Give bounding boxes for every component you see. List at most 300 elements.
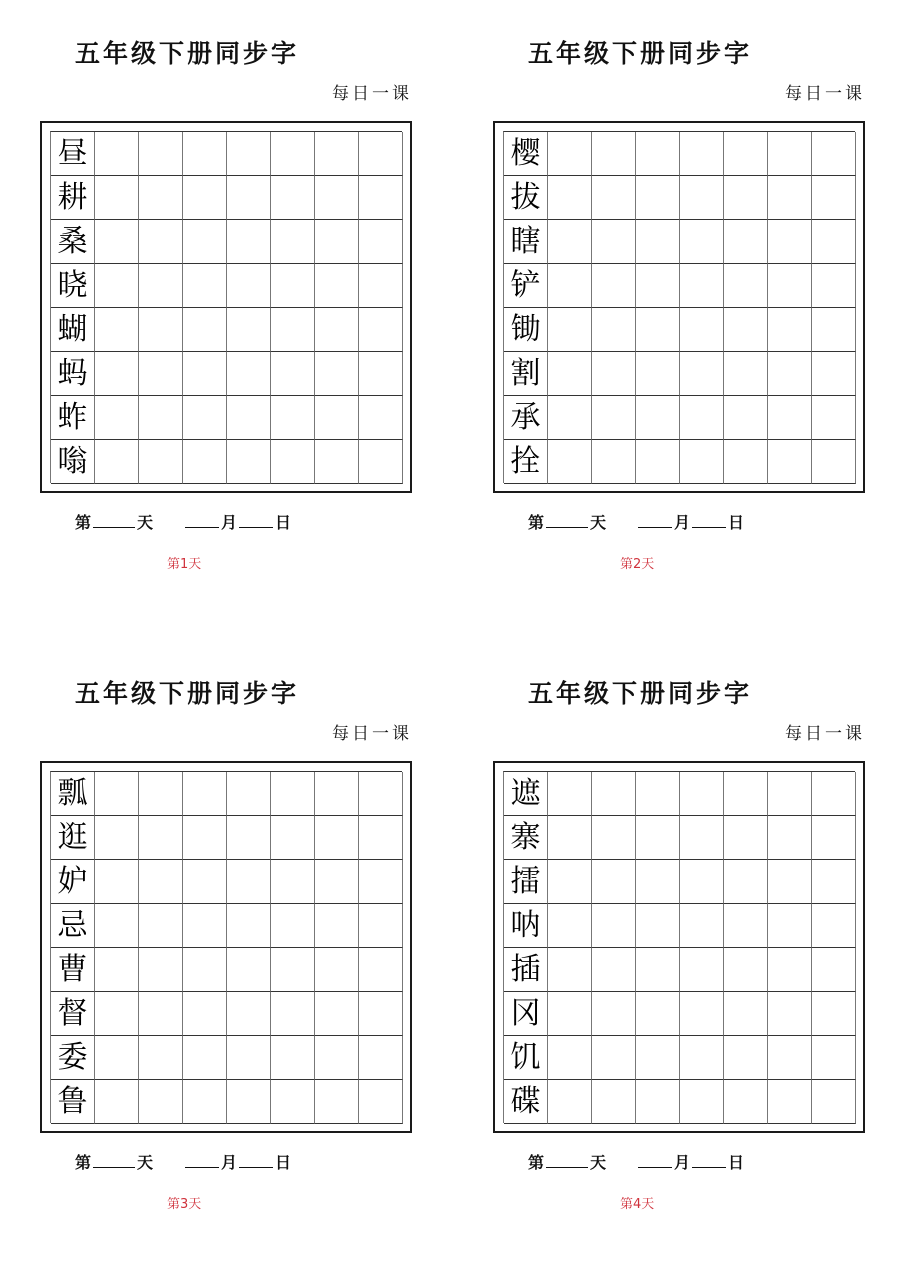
date-blank[interactable]	[692, 511, 726, 528]
practice-cell[interactable]	[548, 1080, 592, 1124]
writing-grid-frame	[40, 761, 412, 1133]
practice-cell[interactable]	[636, 1036, 680, 1080]
practice-cell[interactable]	[271, 264, 315, 308]
practice-cell[interactable]	[592, 220, 636, 264]
practice-cell[interactable]	[227, 220, 271, 264]
practice-cell[interactable]	[271, 220, 315, 264]
practice-cell[interactable]	[139, 772, 183, 816]
practice-cell[interactable]	[95, 132, 139, 176]
practice-cell[interactable]	[768, 772, 812, 816]
practice-cell[interactable]	[359, 904, 403, 948]
practice-cell[interactable]	[636, 1080, 680, 1124]
practice-cell[interactable]	[315, 948, 359, 992]
model-character: 锄	[504, 308, 548, 352]
practice-cell[interactable]	[183, 948, 227, 992]
practice-cell[interactable]	[183, 860, 227, 904]
model-character: 昼	[51, 132, 95, 176]
practice-cell[interactable]	[812, 1036, 856, 1080]
practice-cell[interactable]	[183, 308, 227, 352]
practice-cell[interactable]	[548, 176, 592, 220]
practice-cell[interactable]	[768, 1080, 812, 1124]
practice-cell[interactable]	[139, 176, 183, 220]
practice-cell[interactable]	[271, 992, 315, 1036]
practice-cell[interactable]	[548, 396, 592, 440]
practice-cell[interactable]	[95, 308, 139, 352]
practice-cell[interactable]	[359, 816, 403, 860]
practice-cell[interactable]	[359, 440, 403, 484]
practice-cell[interactable]	[183, 816, 227, 860]
day-label: 第3天	[167, 1197, 202, 1212]
model-character: 饥	[504, 1036, 548, 1080]
practice-cell[interactable]	[768, 132, 812, 176]
month-blank[interactable]	[638, 1151, 672, 1168]
practice-cell[interactable]	[812, 1080, 856, 1124]
practice-cell[interactable]	[95, 440, 139, 484]
practice-cell[interactable]	[768, 860, 812, 904]
practice-cell[interactable]	[95, 860, 139, 904]
practice-cell[interactable]	[95, 264, 139, 308]
practice-cell[interactable]	[680, 992, 724, 1036]
practice-cell[interactable]	[636, 948, 680, 992]
practice-cell[interactable]	[183, 176, 227, 220]
model-character: 遮	[504, 772, 548, 816]
practice-cell[interactable]	[548, 308, 592, 352]
day-label: 第1天	[167, 557, 202, 572]
practice-cell[interactable]	[592, 396, 636, 440]
practice-cell[interactable]	[359, 1036, 403, 1080]
practice-cell[interactable]	[359, 948, 403, 992]
practice-cell[interactable]	[680, 264, 724, 308]
practice-cell[interactable]	[548, 992, 592, 1036]
day-suffix: 天	[590, 513, 607, 532]
practice-cell[interactable]	[315, 860, 359, 904]
practice-cell[interactable]	[315, 992, 359, 1036]
practice-cell[interactable]	[183, 220, 227, 264]
model-character: 督	[51, 992, 95, 1036]
practice-cell[interactable]	[359, 860, 403, 904]
practice-cell[interactable]	[315, 816, 359, 860]
model-character: 逛	[51, 816, 95, 860]
practice-cell[interactable]	[315, 264, 359, 308]
practice-cell[interactable]	[724, 772, 768, 816]
practice-cell[interactable]	[95, 1036, 139, 1080]
practice-cell[interactable]	[724, 1080, 768, 1124]
practice-cell[interactable]	[227, 816, 271, 860]
practice-cell[interactable]	[812, 860, 856, 904]
model-character: 插	[504, 948, 548, 992]
model-character: 寨	[504, 816, 548, 860]
writing-grid-frame	[40, 121, 412, 493]
practice-cell[interactable]	[636, 904, 680, 948]
model-character: 割	[504, 352, 548, 396]
practice-cell[interactable]	[139, 440, 183, 484]
practice-cell[interactable]	[680, 904, 724, 948]
practice-cell[interactable]	[139, 1080, 183, 1124]
practice-cell[interactable]	[548, 220, 592, 264]
practice-cell[interactable]	[139, 308, 183, 352]
practice-cell[interactable]	[768, 440, 812, 484]
model-character: 忌	[51, 904, 95, 948]
practice-cell[interactable]	[592, 992, 636, 1036]
practice-cell[interactable]	[139, 264, 183, 308]
practice-cell[interactable]	[95, 352, 139, 396]
practice-cell[interactable]	[724, 264, 768, 308]
practice-cell[interactable]	[359, 352, 403, 396]
practice-cell[interactable]	[359, 308, 403, 352]
practice-cell[interactable]	[227, 904, 271, 948]
practice-cell[interactable]	[636, 772, 680, 816]
practice-cell[interactable]	[183, 440, 227, 484]
practice-cell[interactable]	[768, 352, 812, 396]
practice-cell[interactable]	[183, 904, 227, 948]
practice-cell[interactable]	[139, 860, 183, 904]
practice-cell[interactable]	[271, 1036, 315, 1080]
practice-cell[interactable]	[636, 220, 680, 264]
practice-cell[interactable]	[680, 772, 724, 816]
practice-cell[interactable]	[768, 396, 812, 440]
date-line	[528, 511, 744, 534]
practice-cell[interactable]	[271, 948, 315, 992]
practice-cell[interactable]	[768, 308, 812, 352]
practice-cell[interactable]	[768, 816, 812, 860]
practice-cell[interactable]	[139, 352, 183, 396]
practice-cell[interactable]	[636, 352, 680, 396]
practice-cell[interactable]	[724, 948, 768, 992]
practice-cell[interactable]	[724, 440, 768, 484]
month-label: 月	[221, 1153, 238, 1172]
practice-cell[interactable]	[680, 396, 724, 440]
day-suffix: 天	[590, 1153, 607, 1172]
practice-cell[interactable]	[227, 352, 271, 396]
practice-cell[interactable]	[227, 948, 271, 992]
practice-cell[interactable]	[315, 132, 359, 176]
practice-cell[interactable]	[95, 816, 139, 860]
practice-cell[interactable]	[636, 992, 680, 1036]
practice-cell[interactable]	[812, 220, 856, 264]
practice-cell[interactable]	[812, 992, 856, 1036]
practice-cell[interactable]	[271, 352, 315, 396]
practice-cell[interactable]	[227, 396, 271, 440]
practice-cell[interactable]	[548, 440, 592, 484]
date-label: 日	[728, 1153, 745, 1172]
practice-cell[interactable]	[724, 220, 768, 264]
writing-grid	[50, 771, 402, 1123]
practice-cell[interactable]	[95, 772, 139, 816]
practice-cell[interactable]	[271, 132, 315, 176]
practice-cell[interactable]	[592, 904, 636, 948]
practice-cell[interactable]	[592, 1080, 636, 1124]
practice-cell[interactable]	[227, 176, 271, 220]
practice-cell[interactable]	[636, 440, 680, 484]
model-character: 拔	[504, 176, 548, 220]
practice-cell[interactable]	[680, 308, 724, 352]
month-blank[interactable]	[638, 511, 672, 528]
practice-cell[interactable]	[95, 176, 139, 220]
practice-cell[interactable]	[183, 992, 227, 1036]
date-blank[interactable]	[239, 511, 273, 528]
day-number-blank[interactable]	[93, 511, 135, 528]
model-character: 呐	[504, 904, 548, 948]
practice-cell[interactable]	[315, 308, 359, 352]
date-blank[interactable]	[692, 1151, 726, 1168]
practice-cell[interactable]	[812, 352, 856, 396]
practice-cell[interactable]	[315, 904, 359, 948]
practice-cell[interactable]	[768, 176, 812, 220]
practice-cell[interactable]	[359, 132, 403, 176]
practice-cell[interactable]	[227, 1036, 271, 1080]
model-character: 耕	[51, 176, 95, 220]
practice-cell[interactable]	[680, 1080, 724, 1124]
practice-cell[interactable]	[359, 992, 403, 1036]
practice-cell[interactable]	[724, 992, 768, 1036]
practice-cell[interactable]	[548, 132, 592, 176]
practice-cell[interactable]	[592, 772, 636, 816]
practice-cell[interactable]	[183, 264, 227, 308]
practice-cell[interactable]	[724, 860, 768, 904]
date-line	[75, 1151, 291, 1174]
practice-cell[interactable]	[680, 816, 724, 860]
practice-cell[interactable]	[548, 948, 592, 992]
practice-cell[interactable]	[183, 132, 227, 176]
practice-cell[interactable]	[227, 1080, 271, 1124]
practice-cell[interactable]	[271, 1080, 315, 1124]
practice-cell[interactable]	[95, 1080, 139, 1124]
practice-cell[interactable]	[812, 308, 856, 352]
practice-sheet-4	[453, 640, 865, 1220]
practice-cell[interactable]	[812, 904, 856, 948]
practice-cell[interactable]	[592, 860, 636, 904]
practice-cell[interactable]	[768, 992, 812, 1036]
practice-cell[interactable]	[768, 948, 812, 992]
sheet-subtitle: 每日一课	[332, 84, 412, 104]
practice-cell[interactable]	[680, 352, 724, 396]
practice-cell[interactable]	[768, 1036, 812, 1080]
practice-cell[interactable]	[636, 396, 680, 440]
writing-grid	[503, 771, 855, 1123]
practice-cell[interactable]	[680, 132, 724, 176]
practice-cell[interactable]	[315, 176, 359, 220]
practice-cell[interactable]	[315, 772, 359, 816]
practice-cell[interactable]	[271, 772, 315, 816]
practice-cell[interactable]	[592, 308, 636, 352]
practice-cell[interactable]	[271, 904, 315, 948]
practice-cell[interactable]	[139, 396, 183, 440]
practice-cell[interactable]	[812, 396, 856, 440]
practice-cell[interactable]	[227, 860, 271, 904]
practice-cell[interactable]	[592, 176, 636, 220]
month-blank[interactable]	[185, 1151, 219, 1168]
practice-cell[interactable]	[768, 220, 812, 264]
practice-cell[interactable]	[636, 264, 680, 308]
practice-cell[interactable]	[271, 176, 315, 220]
practice-cell[interactable]	[548, 352, 592, 396]
practice-cell[interactable]	[548, 904, 592, 948]
practice-cell[interactable]	[636, 860, 680, 904]
practice-cell[interactable]	[548, 816, 592, 860]
practice-cell[interactable]	[139, 904, 183, 948]
practice-cell[interactable]	[271, 440, 315, 484]
practice-cell[interactable]	[183, 1080, 227, 1124]
date-line	[528, 1151, 744, 1174]
practice-cell[interactable]	[139, 220, 183, 264]
practice-cell[interactable]	[315, 220, 359, 264]
day-suffix: 天	[137, 513, 154, 532]
practice-cell[interactable]	[812, 264, 856, 308]
practice-cell[interactable]	[680, 440, 724, 484]
practice-cell[interactable]	[227, 308, 271, 352]
model-character: 委	[51, 1036, 95, 1080]
practice-cell[interactable]	[680, 948, 724, 992]
model-character: 铲	[504, 264, 548, 308]
date-blank[interactable]	[239, 1151, 273, 1168]
day-label: 第4天	[620, 1197, 655, 1212]
practice-cell[interactable]	[139, 1036, 183, 1080]
sheet-subtitle: 每日一课	[332, 724, 412, 744]
practice-cell[interactable]	[95, 992, 139, 1036]
practice-cell[interactable]	[548, 1036, 592, 1080]
practice-cell[interactable]	[724, 396, 768, 440]
practice-cell[interactable]	[812, 176, 856, 220]
day-number-blank[interactable]	[546, 511, 588, 528]
practice-cell[interactable]	[359, 1080, 403, 1124]
practice-cell[interactable]	[680, 860, 724, 904]
practice-sheet-3	[0, 640, 412, 1220]
practice-cell[interactable]	[271, 308, 315, 352]
writing-grid-frame	[493, 761, 865, 1133]
practice-cell[interactable]	[724, 132, 768, 176]
day-number-blank[interactable]	[93, 1151, 135, 1168]
practice-cell[interactable]	[592, 352, 636, 396]
practice-cell[interactable]	[95, 396, 139, 440]
practice-cell[interactable]	[724, 176, 768, 220]
practice-cell[interactable]	[812, 772, 856, 816]
practice-cell[interactable]	[812, 948, 856, 992]
practice-cell[interactable]	[359, 772, 403, 816]
date-prefix: 第	[528, 1153, 545, 1172]
model-character: 晓	[51, 264, 95, 308]
date-prefix: 第	[75, 1153, 92, 1172]
practice-cell[interactable]	[812, 132, 856, 176]
practice-cell[interactable]	[315, 352, 359, 396]
model-character: 承	[504, 396, 548, 440]
model-character: 冈	[504, 992, 548, 1036]
practice-sheet-2	[453, 0, 865, 580]
model-character: 蚱	[51, 396, 95, 440]
writing-grid	[503, 131, 855, 483]
practice-cell[interactable]	[227, 264, 271, 308]
practice-cell[interactable]	[271, 816, 315, 860]
practice-cell[interactable]	[724, 308, 768, 352]
model-character: 擂	[504, 860, 548, 904]
day-label: 第2天	[620, 557, 655, 572]
practice-cell[interactable]	[359, 264, 403, 308]
practice-cell[interactable]	[359, 176, 403, 220]
practice-cell[interactable]	[592, 1036, 636, 1080]
model-character: 瞎	[504, 220, 548, 264]
writing-grid	[50, 131, 402, 483]
month-label: 月	[221, 513, 238, 532]
model-character: 碟	[504, 1080, 548, 1124]
practice-cell[interactable]	[183, 1036, 227, 1080]
month-blank[interactable]	[185, 511, 219, 528]
month-label: 月	[674, 513, 691, 532]
day-number-blank[interactable]	[546, 1151, 588, 1168]
practice-cell[interactable]	[592, 264, 636, 308]
practice-cell[interactable]	[636, 176, 680, 220]
practice-cell[interactable]	[139, 948, 183, 992]
practice-cell[interactable]	[95, 948, 139, 992]
practice-cell[interactable]	[812, 816, 856, 860]
practice-cell[interactable]	[768, 264, 812, 308]
practice-cell[interactable]	[548, 860, 592, 904]
model-character: 瓢	[51, 772, 95, 816]
practice-cell[interactable]	[315, 1036, 359, 1080]
practice-cell[interactable]	[183, 352, 227, 396]
practice-cell[interactable]	[724, 1036, 768, 1080]
date-prefix: 第	[528, 513, 545, 532]
date-prefix: 第	[75, 513, 92, 532]
model-character: 妒	[51, 860, 95, 904]
sheet-title: 五年级下册同步字	[527, 39, 752, 68]
practice-cell[interactable]	[95, 904, 139, 948]
practice-cell[interactable]	[680, 1036, 724, 1080]
practice-cell[interactable]	[95, 220, 139, 264]
practice-cell[interactable]	[271, 396, 315, 440]
date-label: 日	[275, 1153, 292, 1172]
practice-cell[interactable]	[592, 132, 636, 176]
practice-cell[interactable]	[636, 132, 680, 176]
practice-cell[interactable]	[139, 816, 183, 860]
practice-cell[interactable]	[592, 816, 636, 860]
practice-cell[interactable]	[139, 132, 183, 176]
model-character: 鲁	[51, 1080, 95, 1124]
practice-cell[interactable]	[227, 772, 271, 816]
practice-cell[interactable]	[359, 396, 403, 440]
practice-cell[interactable]	[592, 948, 636, 992]
practice-cell[interactable]	[227, 132, 271, 176]
practice-cell[interactable]	[680, 176, 724, 220]
sheet-title: 五年级下册同步字	[74, 679, 299, 708]
practice-cell[interactable]	[768, 904, 812, 948]
practice-cell[interactable]	[636, 816, 680, 860]
practice-cell[interactable]	[636, 308, 680, 352]
practice-cell[interactable]	[724, 904, 768, 948]
practice-cell[interactable]	[227, 440, 271, 484]
practice-cell[interactable]	[315, 440, 359, 484]
practice-cell[interactable]	[183, 772, 227, 816]
practice-cell[interactable]	[724, 352, 768, 396]
practice-cell[interactable]	[315, 1080, 359, 1124]
practice-cell[interactable]	[315, 396, 359, 440]
practice-cell[interactable]	[139, 992, 183, 1036]
practice-cell[interactable]	[359, 220, 403, 264]
practice-cell[interactable]	[183, 396, 227, 440]
sheet-title: 五年级下册同步字	[527, 679, 752, 708]
practice-cell[interactable]	[548, 264, 592, 308]
month-label: 月	[674, 1153, 691, 1172]
practice-sheet-1	[0, 0, 412, 580]
practice-cell[interactable]	[227, 992, 271, 1036]
practice-cell[interactable]	[680, 220, 724, 264]
writing-grid-frame	[493, 121, 865, 493]
sheet-title: 五年级下册同步字	[74, 39, 299, 68]
practice-cell[interactable]	[724, 816, 768, 860]
practice-cell[interactable]	[548, 772, 592, 816]
practice-cell[interactable]	[592, 440, 636, 484]
practice-cell[interactable]	[812, 440, 856, 484]
date-label: 日	[728, 513, 745, 532]
practice-cell[interactable]	[271, 860, 315, 904]
